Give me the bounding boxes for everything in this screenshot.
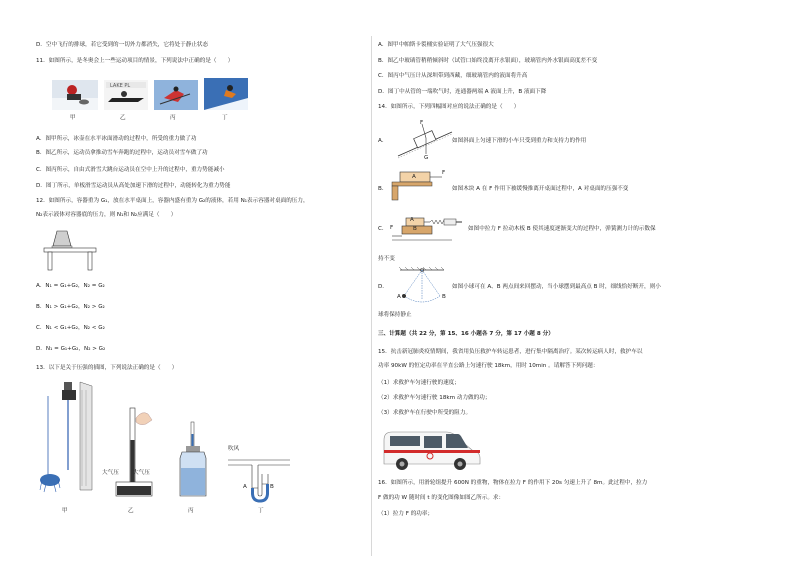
q14-c-B: B xyxy=(413,226,417,232)
q14-a-G: G xyxy=(424,155,429,161)
label-jia: 甲 xyxy=(70,115,76,121)
q13-blow-label: 吹风 xyxy=(228,446,240,452)
q14-a-text: 如图斜面上匀速下滑的小车只受到重力和支持力的作用 xyxy=(452,138,587,144)
q14-d-text-line1: 如图小球可在 A、B 两点间来回摆动，当小球摆到最高点 B 时，细线恰好断开，则小 xyxy=(452,284,661,290)
q13-u-tube-figure xyxy=(226,454,296,506)
q15-stem-line1: 15．抗击新冠肺炎疫情期间，我省用负压救护车转运患者，进行集中隔离治疗。某次转运病人时，救护车以 xyxy=(378,349,643,355)
q14-b-letter: B． xyxy=(378,186,388,192)
q13-letter-a: A xyxy=(243,484,247,490)
q12-container-figure xyxy=(40,228,100,272)
label-ding: 丁 xyxy=(222,115,228,121)
q11-option-b: B．图乙所示，运动员拿推动雪车奔跑的过程中，运动员对雪车做了功 xyxy=(36,150,208,156)
q13-label-bing: 丙 xyxy=(188,508,194,514)
q13-option-a: A．图甲中帕斯卡裂桶实验证明了大气压强很大 xyxy=(378,42,494,48)
q16-sub1: （1）拉力 F 的功率； xyxy=(378,511,434,517)
q13-stem: 13．以下是关于压强的插图，下列说法正确的是（ ） xyxy=(36,365,178,371)
q14-c-letter: C． xyxy=(378,226,388,232)
svg-text:LAKE PL: LAKE PL xyxy=(110,83,131,89)
q11-option-a: A．图甲所示，冰壶在水平冰面滑动的过程中，所受的重力做了功 xyxy=(36,136,197,142)
q13-atm-label-left: 大气压 xyxy=(102,470,119,476)
q14-d-text-line2: 球将保持静止 xyxy=(378,312,412,318)
q13-pascal-barrel-figure xyxy=(38,380,98,498)
section-3-heading: 三、计算题（共 22 分，第 15、16 小题各 7 分，第 17 小题 8 分） xyxy=(378,331,554,337)
q13-label-ding: 丁 xyxy=(258,508,264,514)
q12-option-d: D．N₁ = G₁+G₂，N₂ > G₂ xyxy=(36,346,106,352)
photo-curling xyxy=(52,80,98,110)
q13-atm-label-right: 大气压 xyxy=(133,470,150,476)
label-bing: 丙 xyxy=(170,115,176,121)
label-yi: 乙 xyxy=(120,115,126,121)
q13-letter-b: B xyxy=(270,484,274,490)
q11-option-d: D．图丁所示，单板滑雪运动员从高处加速下滑的过程中，动能转化为重力势能 xyxy=(36,183,231,189)
q14-c-A: A xyxy=(410,217,414,223)
q14-d-A: A xyxy=(397,294,401,300)
ambulance-figure xyxy=(380,424,484,474)
photo-aerial-skiing xyxy=(154,80,198,110)
q14-b-block-figure xyxy=(392,170,446,202)
q13-label-yi: 乙 xyxy=(128,508,134,514)
q11-option-c: C．图丙所示，自由式滑雪大跳台运动员在空中上升的过程中，重力势能减小 xyxy=(36,167,225,173)
q12-stem-line2: N₂表示液体对容器底的压力，则 N₁和 N₂应满足（ ） xyxy=(36,212,177,218)
q14-c-board-figure xyxy=(392,216,464,246)
q12-option-a: A．N₁ = G₁+G₂，N₂ = G₂ xyxy=(36,283,105,289)
q13-option-b: B．图乙中玻璃管稍稍倾斜时（试管口始终没离开水银面），玻璃管内外水银面高度差不变 xyxy=(378,58,598,64)
q15-sub3: （3）求救护车在行驶中所受的阻力。 xyxy=(378,410,472,416)
q15-sub1: （1）求救护车匀速行驶的速度； xyxy=(378,380,460,386)
q14-b-text: 如图木块 A 在 F 作用下被缓慢推离开桌面过程中，A 对桌面的压强不变 xyxy=(452,186,629,192)
q14-stem: 14．如图所示，下列四幅图对应的说法正确的是（ ） xyxy=(378,104,520,110)
photo-bobsled xyxy=(104,80,148,110)
q13-option-c: C．图丙中气压计从深圳带到西藏，细玻璃管内的液面将升高 xyxy=(378,73,528,79)
q12-option-c: C．N₁ < G₁+G₂，N₂ < G₂ xyxy=(36,325,105,331)
q13-barometer-bottle-figure xyxy=(176,420,210,500)
q16-stem-line2: F 做的功 W 随时间 t 的变化图像如图乙所示。求： xyxy=(378,495,505,501)
q12-stem-line1: 12．如图所示，容器重为 G₁，放在水平桌面上，容器内盛有重为 G₂的液体，若用 N₁表示容器对桌面的压力， xyxy=(36,198,309,204)
q15-sub2: （2）求救护车匀速行驶 18km 动力做的功； xyxy=(378,395,491,401)
q14-c-F: F xyxy=(390,225,394,231)
q13-torricelli-figure xyxy=(112,400,160,500)
q14-b-F: F xyxy=(442,170,446,176)
q14-c-text-line2: 持不变 xyxy=(378,256,395,262)
q14-d-letter: D． xyxy=(378,284,388,290)
q15-stem-line2: 功率 90kW 的恒定功率在平直公路上匀速行驶 18km，用时 10min 。请解答下列问题： xyxy=(378,363,599,369)
q14-a-letter: A． xyxy=(378,138,388,144)
q12-option-b: B．N₁ > G₁+G₂，N₂ > G₂ xyxy=(36,304,105,310)
q10-option-d: D．空中飞行的排球，若它受到的一切外力都消失，它将处于静止状态 xyxy=(36,42,209,48)
q13-label-jia: 甲 xyxy=(62,508,68,514)
q13-option-d: D．图丁中从管的一端吹气时，连通器两端 A 液面上升，B 液面下降 xyxy=(378,89,547,95)
q14-a-F: F xyxy=(420,120,424,126)
q14-b-A: A xyxy=(412,174,416,180)
q14-d-O: O xyxy=(420,268,425,274)
q16-stem-line1: 16．如图所示，用滑轮组提升 600N 的重物，物体在拉力 F 的作用下 20s 匀速上升了 8m。此过程中，拉力 xyxy=(378,480,648,486)
q14-c-text-line1: 如图中拉力 F 拉动木板 B 使其速度逐渐变大的过程中，弹簧测力计的示数保 xyxy=(468,226,656,232)
q11-stem: 11．如图所示，是冬奥会上一些运动项目的情景，下列说法中正确的是（ ） xyxy=(36,58,234,64)
column-divider xyxy=(371,36,372,556)
q14-d-B: B xyxy=(442,294,446,300)
photo-snowboard xyxy=(204,78,248,110)
